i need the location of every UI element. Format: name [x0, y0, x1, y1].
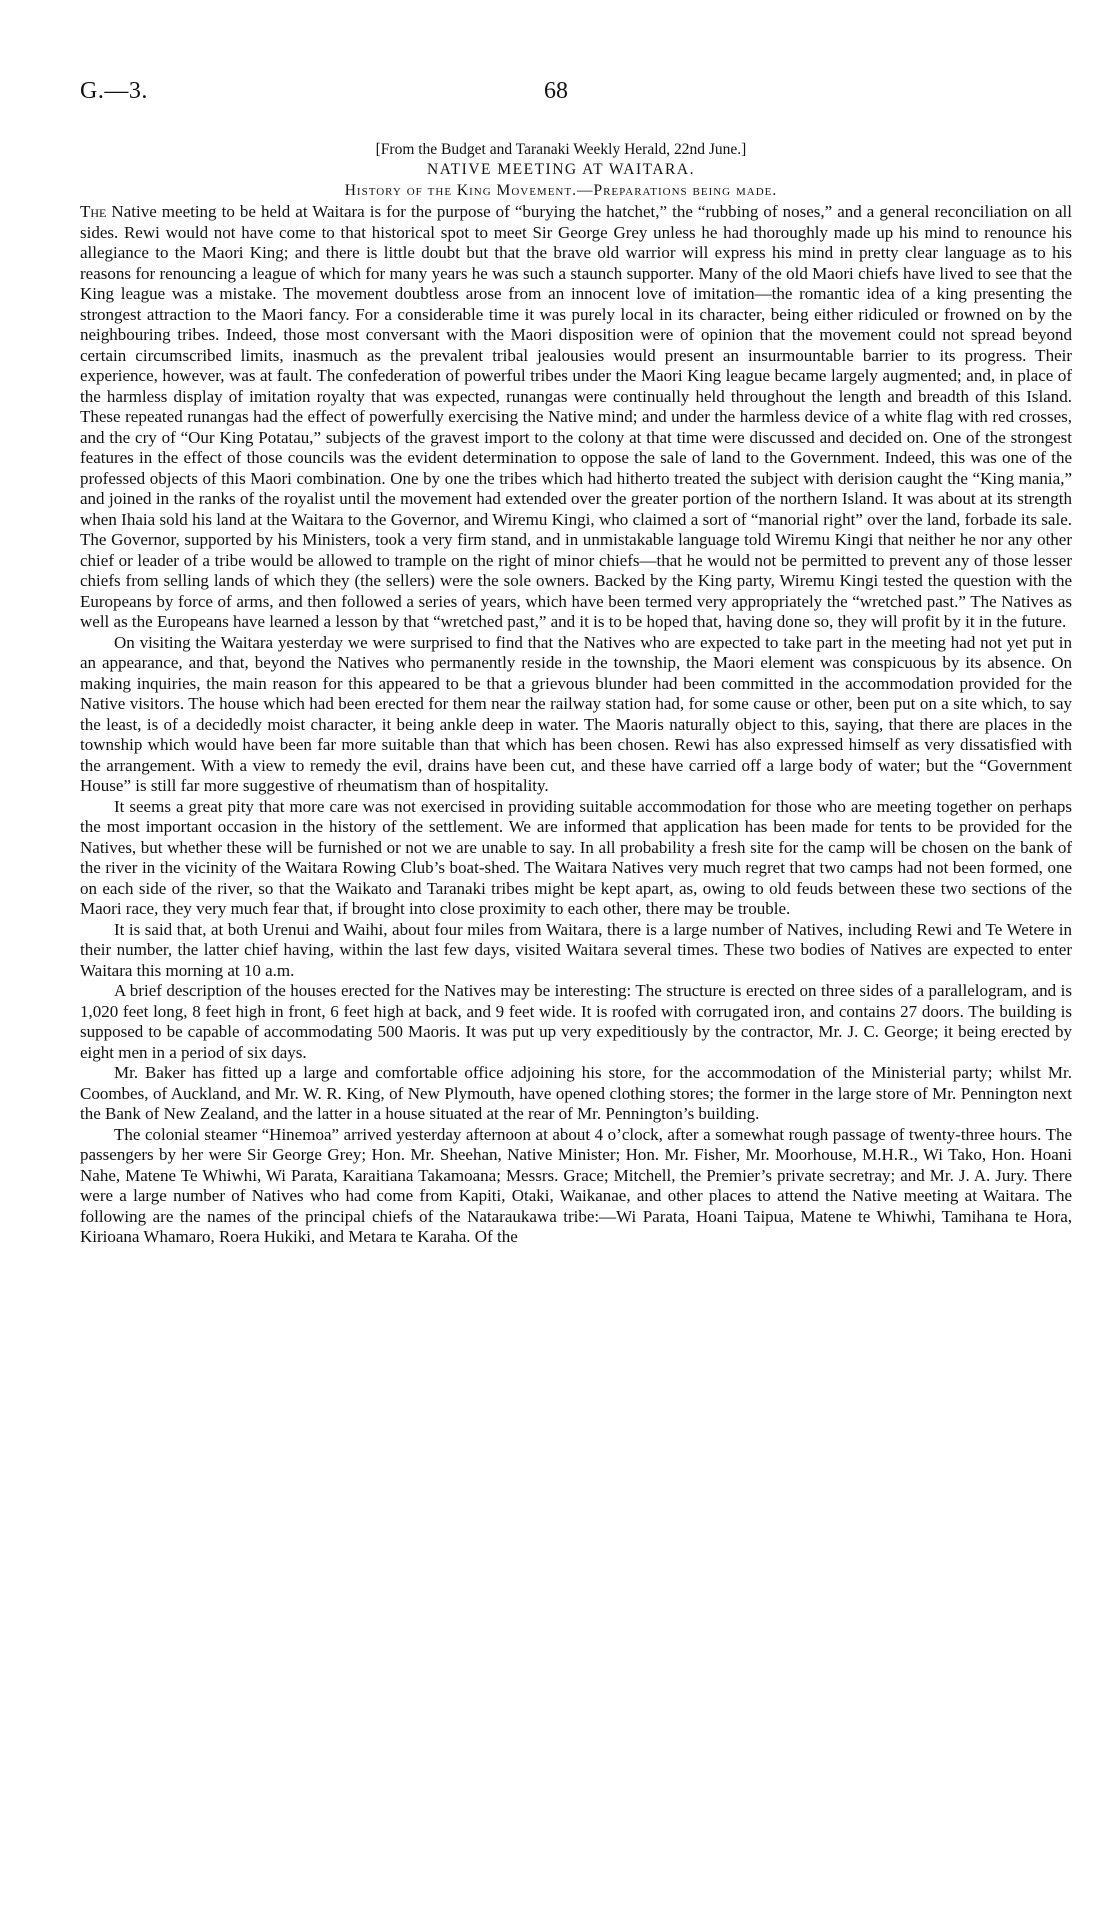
paragraph-7: The colonial steamer “Hinemoa” arrived yesterday afternoon at about 4 o’clock, after a somewhat rough passage of twenty-three hours. The passengers by her were Sir George Grey; Hon. Mr. Sheehan, Native Minister; Hon. Mr. Fisher, Mr. Moorhouse, M.H.R., Wi Tako, Hon. Hoani Nahe, Matene Te Whiwhi, Wi Parata, Karaitiana Takamoana; Messrs. Grace; Mitchell, the Premier’s private secretray; and Mr. J. A. Jury. There were a large number of Natives who had come from Kapiti, Otaki, Waikanae, and other places to attend the Native meeting at Waitara. The following are the names of the principal chiefs of the Nataraukawa tribe:—Wi Parata, Hoani Taipua, Matene te Whiwhi, Tamihana te Hora, Kirioana Whamaro, Roera Hukiki, and Metara te Karaha. Of the [80, 1124, 1072, 1246]
paragraph-3: It seems a great pity that more care was not exercised in providing suitable accommodation for those who are meeting together on perhaps the most important occasion in the history of the settlement. We are informed that application has been made for tents to be provided for the Natives, but whether these will be furnished or not we are unable to say. In all probability a fresh site for the camp will be chosen on the bank of the river in the vicinity of the Waitara Rowing Club’s boat-shed. The Waitara Natives very much regret that two camps had not been formed, one on each side of the river, so that the Waikato and Taranaki tribes might be kept apart, as, owing to old feuds between these two sections of the Maori race, they very much fear that, if brought into close proximity to each other, there may be trouble. [80, 796, 1072, 918]
page-reference: G.—3. [80, 78, 148, 104]
paragraph-1 [80, 202, 1072, 633]
article-subtitle: History of the King Movement.—Preparations being made. [344, 182, 778, 199]
page-number: 68 [544, 78, 568, 104]
paragraph-5: A brief description of the houses erected for the Natives may be interesting: The structure is erected on three sides of a parallelogram, and is 1,020 feet long, 8 feet high in front, 6 feet high at back, and 9 feet wide. It is roofed with corrugated iron, and contains 27 doors. The building is supposed to be capable of accommodating 500 Maoris. It was put up very expeditiously by the contractor, Mr. J. C. George; it being erected by eight men in a period of six days. [80, 981, 1072, 1062]
article-title: NATIVE MEETING AT WAITARA. [427, 161, 695, 178]
article [80, 140, 1072, 1248]
lead-word: The [80, 202, 107, 221]
page-header [80, 78, 1072, 108]
paragraph-4: It is said that, at both Urenui and Waihi, about four miles from Waitara, there is a large number of Natives, including Rewi and Te Wetere in their number, the latter chief having, within the last few days, visited Waitara several times. These two bodies of Natives are expected to enter Waitara this morning at 10 a.m. [80, 919, 1072, 980]
paragraph-6: Mr. Baker has fitted up a large and comfortable office adjoining his store, for the accommodation of the Ministerial party; whilst Mr. Coombes, of Auckland, and Mr. W. R. King, of New Plymouth, have opened clothing stores; the former in the large store of Mr. Pennington next the Bank of New Zealand, and the latter in a house situated at the rear of Mr. Pennington’s building. [80, 1063, 1072, 1123]
paragraph-2: On visiting the Waitara yesterday we were surprised to find that the Natives who are expected to take part in the meeting had not yet put in an appearance, and that, beyond the Natives who permanently reside in the township, the Maori element was conspicuous by its absence. On making inquiries, the main reason for this appeared to be that a grievous blunder had been committed in the accommodation provided for the Native visitors. The house which had been erected for them near the railway station had, for some cause or other, been put on a site which, to say the least, is of a decidedly moist character, it being ankle deep in water. The Maoris naturally object to this, saying, that there are places in the township which would have been far more suitable than that which has been chosen. Rewi has also expressed himself as very dissatisfied with the arrangement. With a view to remedy the evil, drains have been cut, and these have carried off a large body of water; but the “Government House” is still far more suggestive of rheumatism than of hospitality. [80, 632, 1072, 795]
paragraph-1-text: Native meeting to be held at Waitara is for the purpose of “burying the hatchet,” the “rubbing of noses,” and a general reconciliation on all sides. Rewi would not have come to that historical spot to meet Sir George Grey unless he had thoroughly made up his mind to renounce his allegiance to the Maori King; and there is little doubt but that the brave old warrior will express his mind in pretty clear language as to his reasons for renouncing a league of which for many years he was such a staunch supporter. Many of the old Maori chiefs have lived to see that the King league was a mistake. The movement doubtless arose from an innocent love of imitation—the romantic idea of a king presenting the strongest attraction to the Maori fancy. For a considerable time it was purely local in its character, being either ridiculed or frowned on by the neighbouring tribes. Indeed, those most conversant with the Maori disposition were of opinion that the movement could not spread beyond certain circumscribed limits, inasmuch as the prevalent tribal jealousies would present an insurmountable barrier to its progress. Their experience, however, was at fault. The confederation of powerful tribes under the Maori King league became largely augmented; and, in place of the harmless display of imitation royalty that was expected, runangas were continually held throughout the length and breadth of this Island. These repeated runangas had the effect of powerfully exercising the Native mind; and under the harmless device of a white flag with red crosses, and the cry of “Our King Potatau,” subjects of the gravest import to the colony at that time were discussed and decided on. One of the strongest features in the effect of those councils was the evident determination to oppose the sale of land to the Government. Indeed, this was one of the professed objects of this Maori combination. One by one the tribes which had hitherto treated the subject with derision caught the “King mania,” and joined in the ranks of the royalist until the movement had extended over the greater portion of the northern Island. It was about at its strength when Ihaia sold his land at the Waitara to the Governor, and Wiremu Kingi, who claimed a sort of “manorial right” over the land, forbade its sale. The Governor, supported by his Ministers, took a very firm stand, and in unmistakable language told Wiremu Kingi that neither he nor any other chief or leader of a tribe would be allowed to trample on the right of minor chiefs—that he would not be permitted to prevent any of those lesser chiefs from selling lands of which they (the sellers) were the sole owners. Backed by the King party, Wiremu Kingi tested the question with the Europeans by force of arms, and then followed a series of years, which have been termed very appropriately the “wretched past.” The Natives as well as the Europeans have learned a lesson by that “wretched past,” and it is to be hoped that, having done so, they will profit by it in the future. [80, 202, 1072, 631]
article-source: [From the Budget and Taranaki Weekly Herald, 22nd June.] [375, 141, 747, 158]
